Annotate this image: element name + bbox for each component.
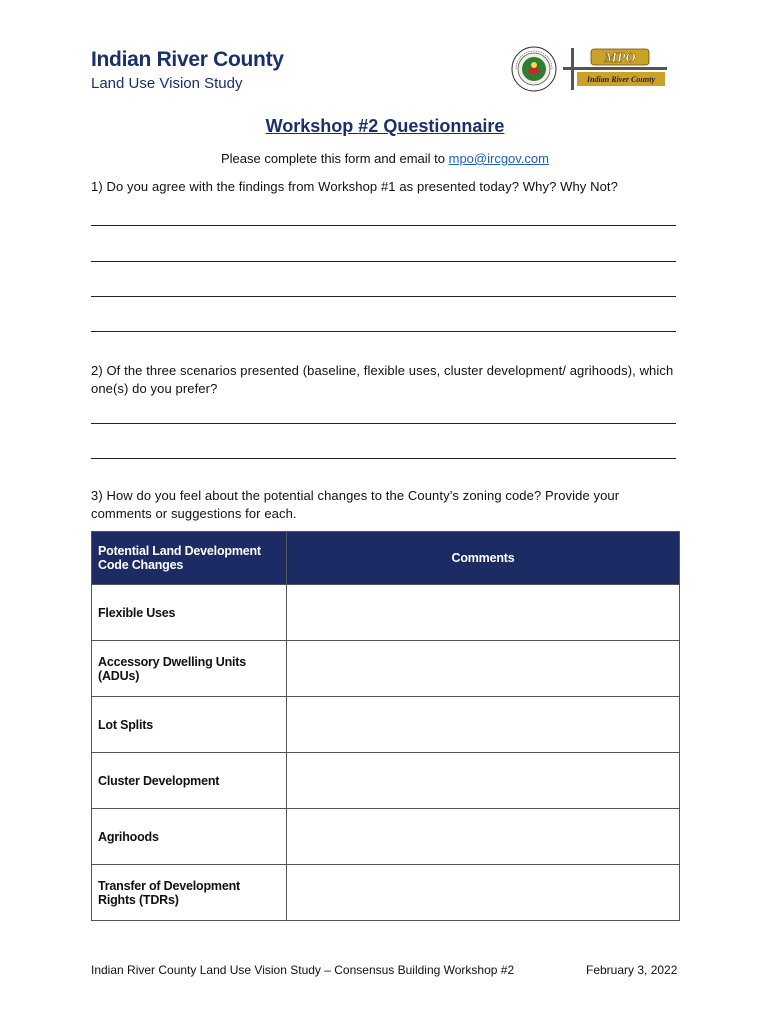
question-1: 1) Do you agree with the findings from Workshop #1 as presented today? Why? Why Not? [91, 179, 618, 194]
table-row [92, 753, 680, 809]
table-header-row [92, 532, 680, 585]
footer-document-name: Indian River County Land Use Vision Study – Consensus Building Workshop #2 [91, 963, 515, 977]
email-link[interactable]: mpo@ircgov.com [448, 151, 549, 166]
row-label: Flexible Uses [92, 585, 287, 641]
comment-cell[interactable] [287, 697, 680, 753]
mpo-logo-subtext: Indian River County [586, 75, 656, 84]
answer-line[interactable] [91, 296, 676, 297]
footer-date: February 3, 2022 [586, 963, 678, 977]
document-title: Indian River County [91, 48, 284, 71]
county-seal-icon [511, 46, 557, 92]
question-3: 3) How do you feel about the potential changes to the County’s zoning code? Provide your comments or suggestions for each. [91, 488, 620, 521]
table-row [92, 809, 680, 865]
answer-line[interactable] [91, 331, 676, 332]
table-row [92, 585, 680, 641]
table-header-comments: Comments [287, 532, 680, 585]
form-title: Workshop #2 Questionnaire [265, 116, 505, 136]
mpo-logo-icon [563, 46, 667, 92]
answer-line[interactable] [91, 423, 676, 424]
answer-line[interactable] [91, 225, 676, 226]
table-header-changes: Potential Land Development Code Changes [92, 532, 287, 585]
comment-cell[interactable] [287, 753, 680, 809]
answer-line[interactable] [91, 261, 676, 262]
comment-cell[interactable] [287, 809, 680, 865]
table-row [92, 641, 680, 697]
comment-cell[interactable] [287, 865, 680, 921]
row-label: Lot Splits [92, 697, 287, 753]
comment-cell[interactable] [287, 585, 680, 641]
form-instruction [0, 151, 770, 166]
row-label: Agrihoods [92, 809, 287, 865]
instruction-text: Please complete this form and email to [221, 151, 449, 166]
table-row [92, 865, 680, 921]
row-label: Transfer of Development Rights (TDRs) [92, 865, 287, 921]
question-2: 2) Of the three scenarios presented (baseline, flexible uses, cluster development/ agrihoods), which one(s) do you prefer? [91, 363, 674, 396]
row-label: Accessory Dwelling Units (ADUs) [92, 641, 287, 697]
comment-cell[interactable] [287, 641, 680, 697]
row-label: Cluster Development [92, 753, 287, 809]
table-row [92, 697, 680, 753]
answer-line[interactable] [91, 458, 676, 459]
mpo-logo-text: MPO [604, 51, 636, 66]
document-subtitle: Land Use Vision Study [91, 75, 243, 92]
code-changes-table [91, 531, 680, 921]
